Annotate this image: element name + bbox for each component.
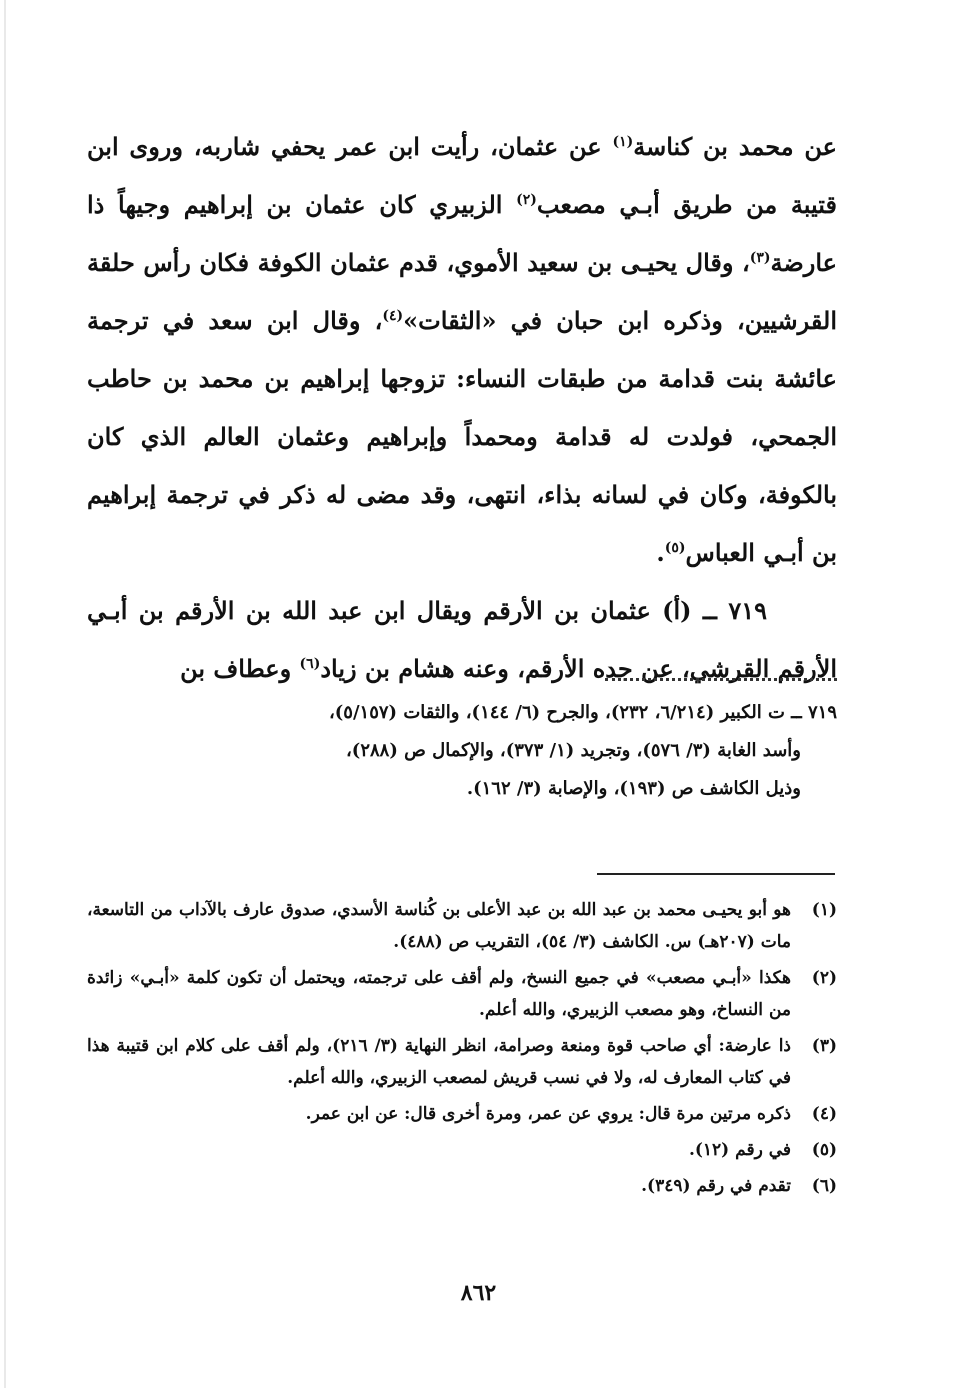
- page-number: ٨٦٢: [460, 1280, 497, 1306]
- footnote-number: (٤): [811, 1104, 837, 1124]
- footnote-number: (٢): [811, 968, 837, 988]
- footnote-text: ذكره مرتين مرة قال: يروي عن عمر، ومرة أخرى قال: عن ابن عمر.: [305, 1104, 791, 1124]
- footnote-number: (١): [811, 900, 837, 920]
- footnote-marker[interactable]: (٦): [299, 656, 321, 672]
- footnote-number: (٣): [811, 1036, 837, 1056]
- footnote: [87, 894, 837, 958]
- biography-paragraph: [87, 118, 837, 582]
- footnote-text: ذا عارضة: أي صاحب قوة ومنعة وصرامة، انظر النهاية (٣/ ٢١٦)، ولم أقف على كلام ابن قتيبة هذا في كتاب المعارف له، ولا في نسب قريش لمصعب الزبيري، والله أعلم.: [87, 1036, 791, 1088]
- main-text: [87, 118, 837, 698]
- text-run: .: [656, 538, 665, 567]
- footnote-text: هكذا «أبـي مصعب» في جميع النسخ، ولم أقف على ترجمته، ويحتمل أن تكون كلمة «أبـي» زائدة من النساخ، وهو مصعب الزبيري، والله أعلم.: [87, 968, 791, 1020]
- text-run: عن محمد بن كناسة: [633, 132, 837, 161]
- text-run: ، وقال يحيـى بن سعيد الأموي، قدم عثمان الكوفة فكان رأس حلقة القرشيين، وذكره ابن حبان في «الثقات»: [87, 248, 837, 335]
- footnote: [87, 1098, 837, 1130]
- footnote-text: تقدم في رقم (٣٤٩).: [641, 1176, 791, 1196]
- footnote-marker[interactable]: (١): [612, 134, 634, 150]
- footnote-marker[interactable]: (٤): [382, 308, 404, 324]
- text-run: ، وقال ابن سعد في ترجمة عائشة بنت قدامة من طبقات النساء: تزوجها إبراهيم بن محمد بن حاطب الجمحي، فولدت له قدامة ومحمداً وإبراهيم وعثمان العالم الذي كان بالكوفة، وكان في لسانه بذاء، انتهى، وقد مضى له ذكر في ترجمة إبراهيم بن أبـي العباس: [87, 306, 837, 567]
- footnote: [87, 1030, 837, 1094]
- text-run: عن عثمان، رأيت ابن عمر يحفي شاربه، وروى ابن قتيبة من طريق أبـي مصعب: [87, 132, 837, 219]
- text-run: ٧١٩ ــ (أ) عثمان بن الأرقم ويقال ابن عبد الله بن الأرقم بن أبـي الأرقم القرشي، عن جده الأرقم، وعنه هشام بن زياد: [87, 596, 837, 683]
- sources-line: وأسد الغابة (٣/ ٥٧٦)، وتجريد (١/ ٣٧٣)، والإكمال ص (٢٨٨)،: [346, 740, 801, 761]
- footnote: [87, 1170, 837, 1202]
- text-run: الزبيري كان عثمان بن إبراهيم وجيهاً ذا عارضة: [87, 190, 837, 277]
- sources-line: وذيل الكاشف ص (١٩٣)، والإصابة (٣/ ١٦٢).: [466, 778, 801, 799]
- footnote-text: في رقم (١٢).: [688, 1140, 791, 1160]
- entry-sources: [87, 694, 837, 808]
- footnote-number: (٥): [811, 1140, 837, 1160]
- footnote-text: هو أبو يحيـى محمد بن عبد الله بن عبد الأعلى بن كُناسة الأسدي، صدوق عارف بالآداب من التاسعة، مات (٢٠٧هـ) س. الكاشف (٣/ ٥٤)، التقريب ص (٤٨٨).: [87, 900, 791, 952]
- text-run: وعطاف بن: [180, 654, 300, 683]
- footnote-marker[interactable]: (٣): [749, 250, 771, 266]
- footnote-rule: [597, 873, 835, 875]
- scan-edge: [4, 0, 6, 1388]
- sources-line: ٧١٩ ــ ت الكبير (٦/٢١٤، ٢٣٢)، والجرح (٦/ ١٤٤)، والثقات (٥/١٥٧)،: [328, 702, 837, 723]
- footnote-number: (٦): [811, 1176, 837, 1196]
- footnote-marker[interactable]: (٥): [664, 540, 686, 556]
- footnotes: [87, 894, 837, 1206]
- footnote: [87, 1134, 837, 1166]
- footnote-marker[interactable]: (٢): [516, 192, 537, 208]
- footnote: [87, 962, 837, 1026]
- sources-separator-dots: [605, 678, 837, 681]
